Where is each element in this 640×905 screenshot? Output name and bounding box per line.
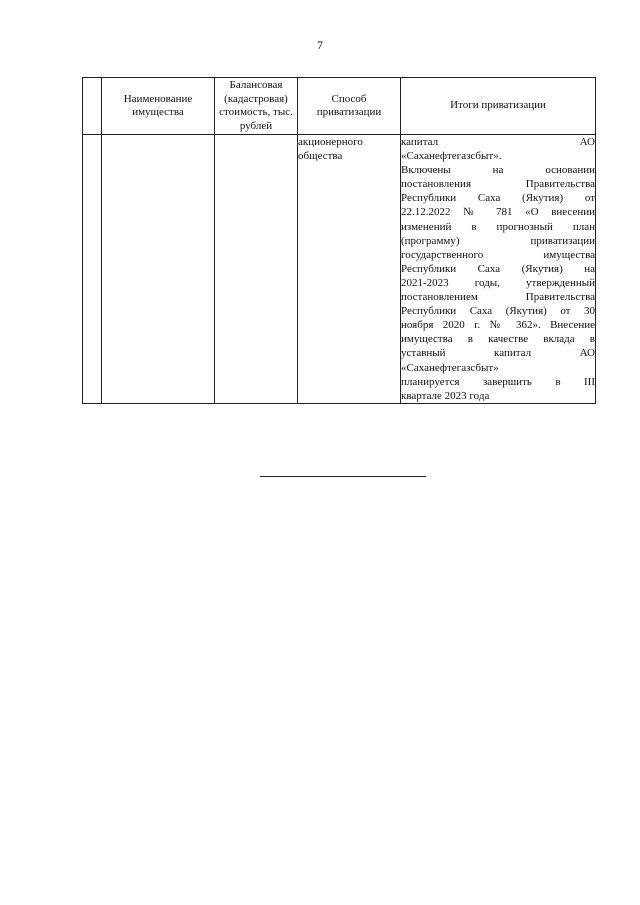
result-line: Республики Саха (Якутия) на [401, 262, 595, 275]
cell-index [83, 135, 102, 404]
cell-book-value [215, 135, 298, 404]
result-line: 22.12.2022 № 781 «О внесении [401, 206, 595, 219]
result-line: планируется завершить в III [401, 375, 595, 388]
header-index [83, 78, 102, 135]
result-line: Включены на основании [401, 164, 595, 177]
result-line: (программу) приватизации [401, 234, 595, 247]
result-line: «Саханефтегазсбыт» [401, 361, 499, 374]
end-divider-line [260, 476, 426, 477]
cell-privatization-results [401, 135, 596, 404]
cell-privatization-method [298, 135, 401, 404]
result-line: «Саханефтегазсбыт». [401, 150, 502, 163]
table-row [83, 135, 596, 404]
result-line: капитал АО [401, 136, 595, 148]
result-line: 2021-2023 годы, утвержденный [401, 276, 595, 289]
result-line: квартале 2023 года [401, 389, 490, 402]
header-privatization-method: Способ приватизации [298, 78, 401, 135]
result-line: Республики Саха (Якутия) от [401, 192, 595, 205]
cell-property-name [102, 135, 215, 404]
header-privatization-results: Итоги приватизации [401, 78, 596, 135]
result-line: постановления Правительства [401, 178, 595, 191]
result-line: ноября 2020 г. № 362». Внесение [401, 319, 595, 332]
result-line: государственного имущества [401, 248, 595, 261]
header-book-value: Балансовая (кадастровая) стоимость, тыс. рублей [215, 78, 298, 135]
header-property-name: Наименование имущества [102, 78, 215, 135]
result-line: Республики Саха (Якутия) от 30 [401, 305, 595, 318]
method-line: общества [298, 150, 343, 163]
table-header-row [83, 78, 596, 135]
result-line: уставный капитал АО [401, 347, 595, 360]
privatization-table [82, 77, 596, 404]
result-line: изменений в прогнозный план [401, 220, 595, 233]
result-line: имущества в качестве вклада в [401, 333, 595, 346]
page-number: 7 [317, 38, 323, 52]
method-line: акционерного [298, 136, 363, 148]
result-line: постановлением Правительства [401, 291, 595, 304]
